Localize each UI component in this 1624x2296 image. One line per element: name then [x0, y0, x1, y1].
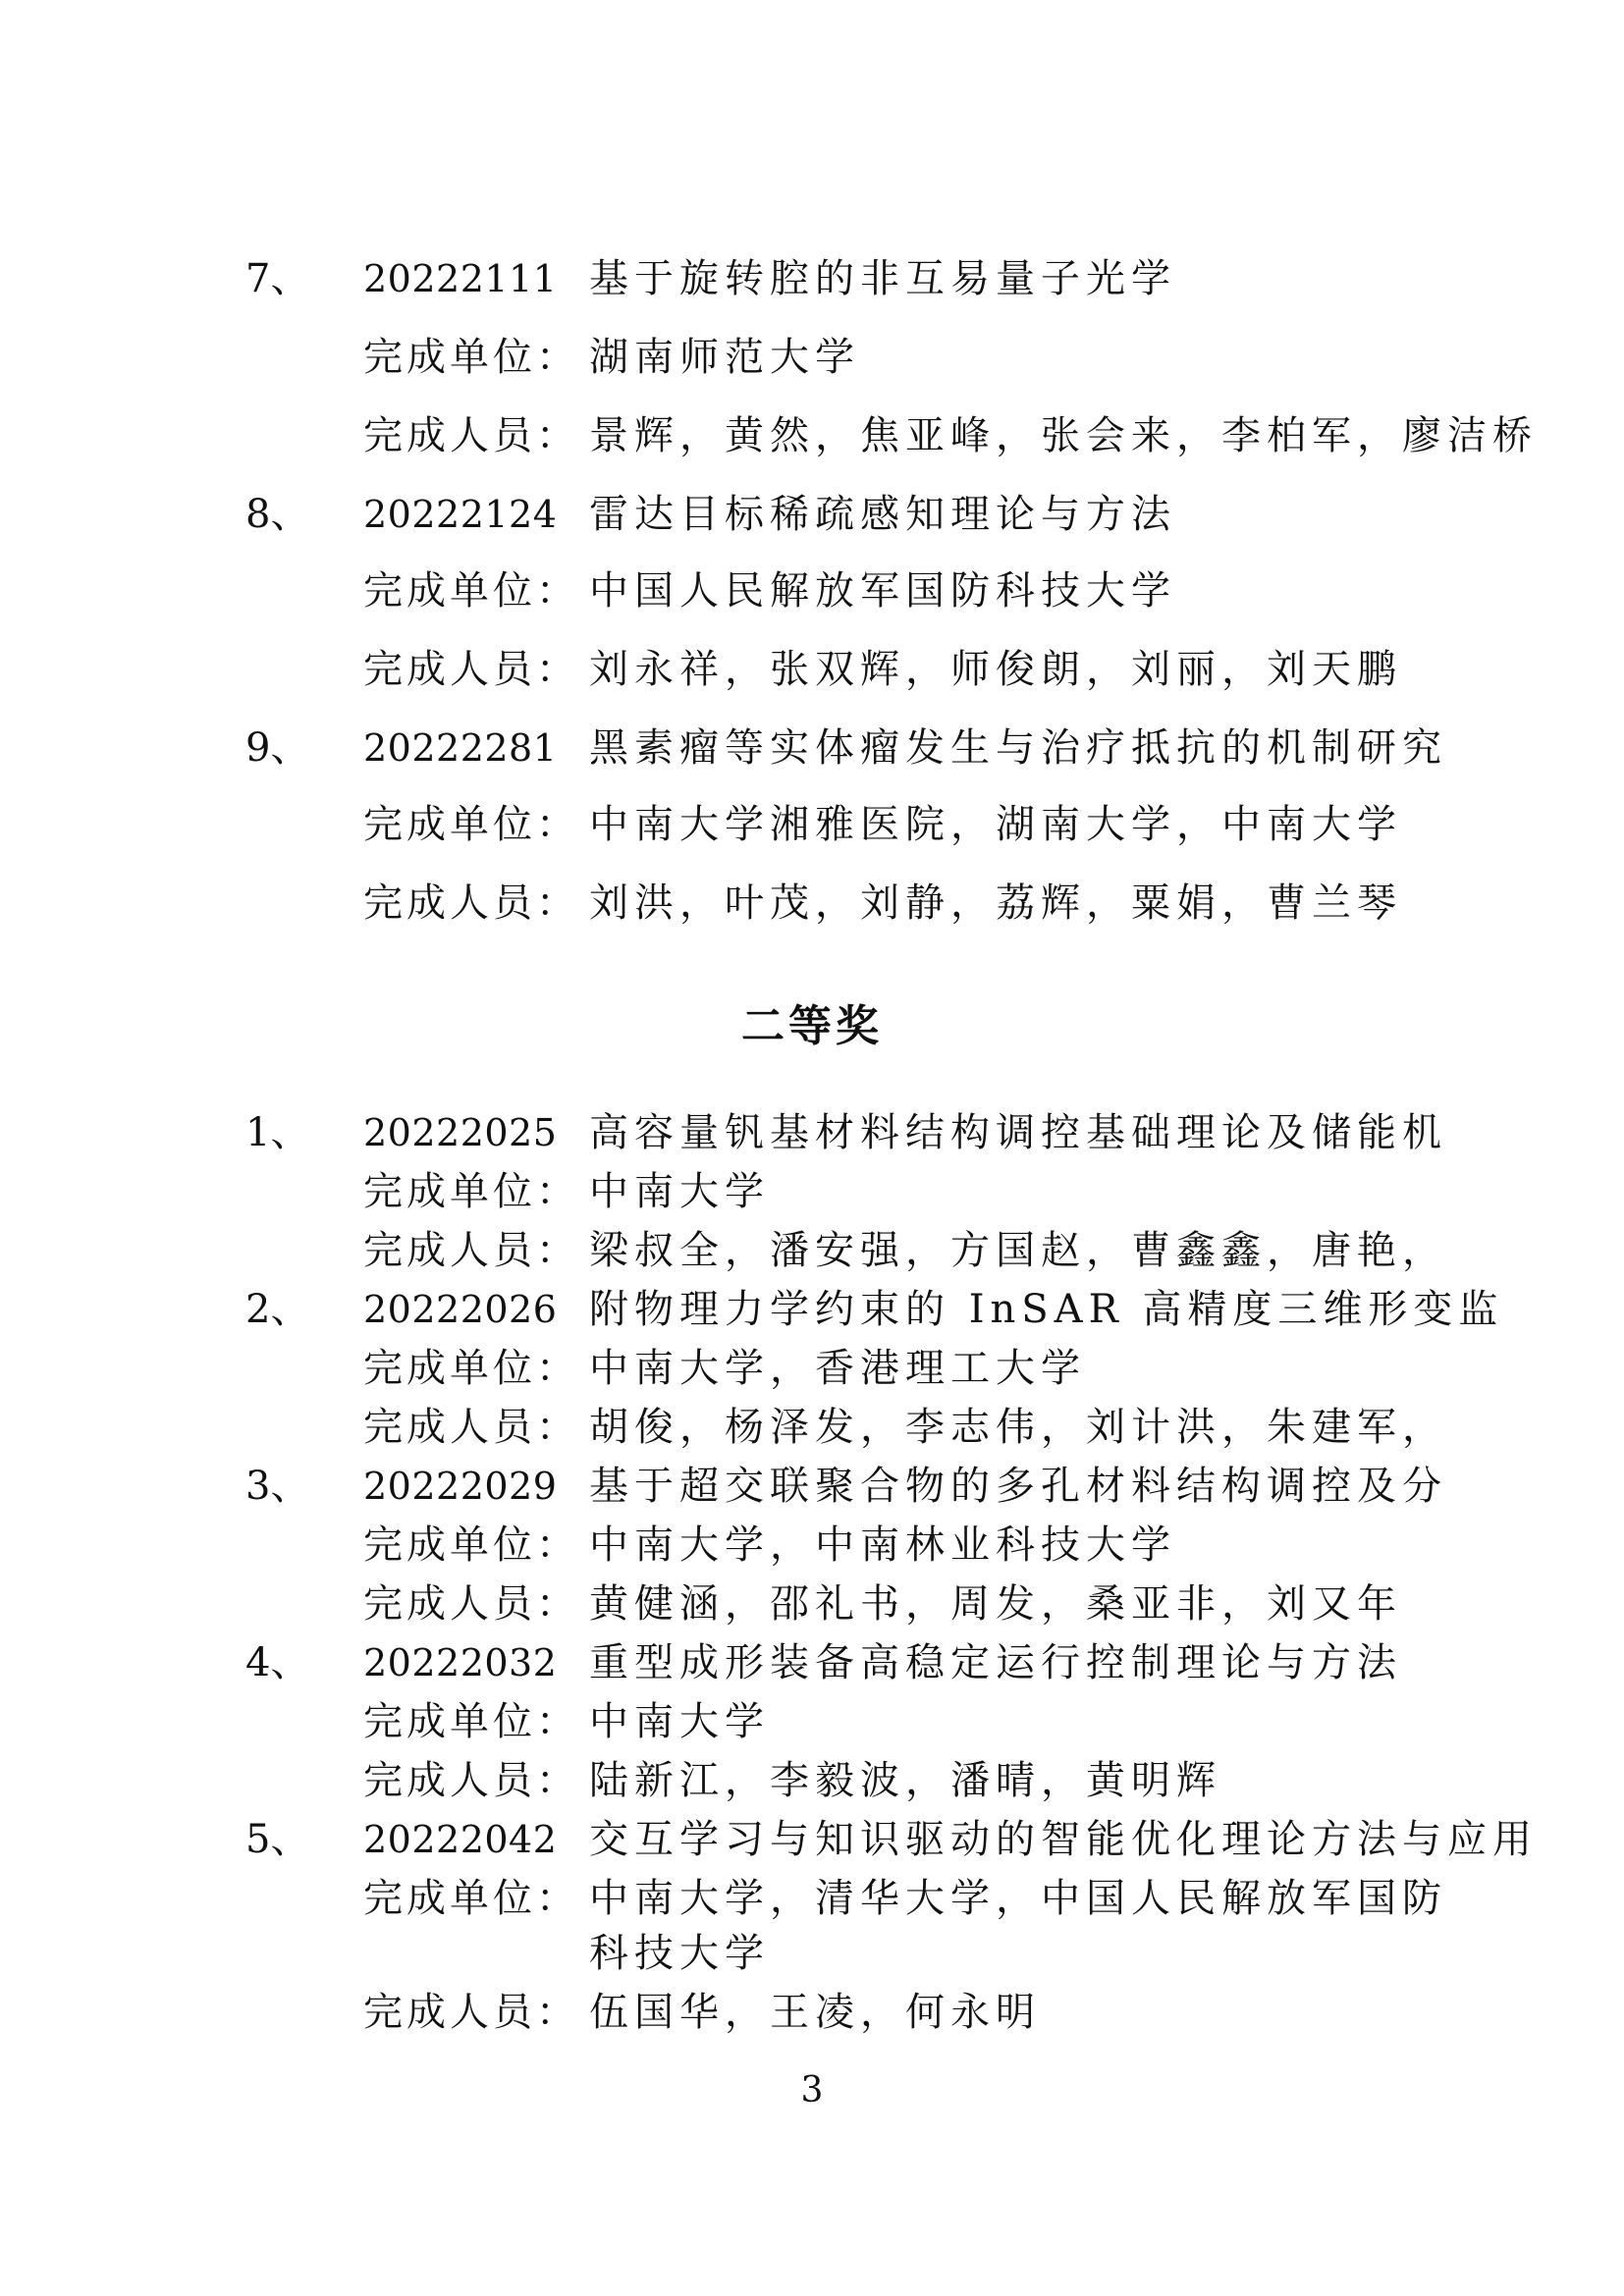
item-index: 5、 [245, 1817, 310, 1862]
unit-label: 完成单位： [363, 1699, 579, 1744]
unit-label: 完成单位： [363, 568, 579, 614]
people-label: 完成人员： [363, 1990, 579, 2035]
people-label: 完成人员： [363, 647, 579, 692]
unit-value: 中南大学 [589, 1169, 770, 1214]
unit-value: 中南大学 [589, 1699, 770, 1744]
unit-value: 中国人民解放军国防科技大学 [589, 568, 1176, 614]
page-number: 3 [800, 2070, 824, 2110]
people-label: 完成人员： [363, 1758, 579, 1803]
item-title: 基于超交联聚合物的多孔材料结构调控及分 [589, 1464, 1447, 1509]
unit-label: 完成单位： [363, 802, 579, 847]
item-title: 附物理力学约束的 InSAR 高精度三维形变监 [589, 1287, 1504, 1332]
item-code: 20222025 [363, 1111, 558, 1154]
item-title: 重型成形装备高稳定运行控制理论与方法 [589, 1640, 1402, 1685]
people-value: 景辉，黄然，焦亚峰，张会来，李柏军，廖洁桥 [589, 413, 1538, 458]
item-index: 8、 [245, 492, 310, 537]
item-code: 20222029 [363, 1465, 558, 1508]
people-value: 黄健涵，邵礼书，周发，桑亚非，刘又年 [589, 1581, 1402, 1627]
unit-value: 湖南师范大学 [589, 335, 860, 380]
people-label: 完成人员： [363, 1228, 579, 1273]
people-label: 完成人员： [363, 413, 579, 458]
people-label: 完成人员： [363, 1581, 579, 1627]
people-label: 完成人员： [363, 1405, 579, 1450]
item-index: 9、 [245, 725, 310, 771]
item-code: 20222281 [363, 726, 558, 770]
item-code: 20222111 [363, 257, 558, 300]
people-value: 梁叔全，潘安强，方国赵，曹鑫鑫，唐艳， [589, 1228, 1447, 1273]
unit-value: 中南大学湘雅医院，湖南大学，中南大学 [589, 802, 1402, 847]
item-index: 7、 [245, 256, 310, 301]
unit-label: 完成单位： [363, 1522, 579, 1568]
item-title: 高容量钒基材料结构调控基础理论及储能机 [589, 1110, 1447, 1155]
item-code: 20222124 [363, 493, 558, 536]
item-title: 交互学习与知识驱动的智能优化理论方法与应用 [589, 1817, 1538, 1862]
item-index: 1、 [245, 1110, 310, 1155]
item-index: 4、 [245, 1640, 310, 1685]
people-label: 完成人员： [363, 881, 579, 926]
people-value: 刘洪，叶茂，刘静，荔辉，粟娟，曹兰琴 [589, 881, 1402, 926]
item-index: 3、 [245, 1464, 310, 1509]
unit-value: 中南大学，中南林业科技大学 [589, 1522, 1176, 1568]
item-index: 2、 [245, 1287, 310, 1332]
unit-value-continued: 科技大学 [589, 1931, 770, 1976]
unit-label: 完成单位： [363, 1346, 579, 1391]
unit-label: 完成单位： [363, 1876, 579, 1921]
item-title: 雷达目标稀疏感知理论与方法 [589, 492, 1176, 537]
item-code: 20222026 [363, 1288, 558, 1331]
item-title: 基于旋转腔的非互易量子光学 [589, 256, 1176, 301]
item-code: 20222042 [363, 1818, 558, 1861]
unit-value: 中南大学，清华大学，中国人民解放军国防 [589, 1876, 1447, 1921]
unit-label: 完成单位： [363, 335, 579, 380]
item-title: 黑素瘤等实体瘤发生与治疗抵抗的机制研究 [589, 725, 1447, 771]
section-heading: 二等奖 [741, 1001, 883, 1051]
item-code: 20222032 [363, 1641, 558, 1684]
unit-value: 中南大学，香港理工大学 [589, 1346, 1086, 1391]
unit-label: 完成单位： [363, 1169, 579, 1214]
people-value: 刘永祥，张双辉，师俊朗，刘丽，刘天鹏 [589, 647, 1402, 692]
people-value: 伍国华，王凌，何永明 [589, 1990, 1041, 2035]
people-value: 胡俊，杨泽发，李志伟，刘计洪，朱建军， [589, 1405, 1447, 1450]
people-value: 陆新江，李毅波，潘晴，黄明辉 [589, 1758, 1221, 1803]
